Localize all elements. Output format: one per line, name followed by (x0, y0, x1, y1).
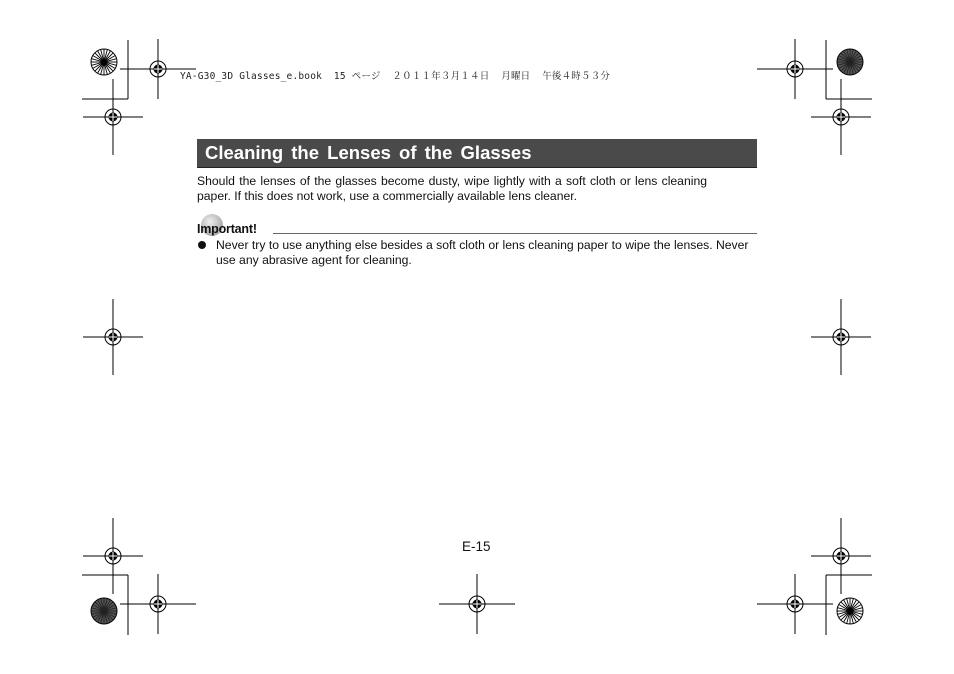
book-file-header: YA-G30_3D Glasses_e.book 15 ページ ２０１１年３月１４日 月曜日 午後４時５３分 (180, 71, 611, 82)
section-body: Should the lenses of the glasses become dusty, wipe lightly with a soft cloth or lens cleaning paper. If this does not work, use a commercially available lens cleaner. (197, 174, 707, 203)
registration-mark-icon (83, 79, 143, 155)
registration-mark-icon (811, 299, 871, 375)
important-label: Important! (197, 222, 257, 236)
section-title-bar (197, 139, 757, 168)
starburst-target-icon (91, 49, 117, 75)
registration-mark-icon (439, 574, 515, 634)
starburst-target-icon (837, 598, 863, 624)
list-item (197, 238, 757, 267)
important-header (197, 214, 757, 238)
starburst-target-icon (837, 49, 863, 75)
registration-mark-icon (811, 79, 871, 155)
registration-mark-icon (811, 518, 871, 594)
important-divider (273, 233, 757, 234)
registration-mark-icon (757, 574, 833, 634)
registration-mark-icon (83, 518, 143, 594)
starburst-target-icon (91, 598, 117, 624)
registration-mark-icon (757, 39, 833, 99)
bullet-icon (198, 241, 206, 249)
page-number: E-15 (462, 539, 491, 554)
section-title: Cleaning the Lenses of the Glasses (205, 142, 532, 163)
registration-mark-icon (120, 574, 196, 634)
list-item-text: Never try to use anything else besides a soft cloth or lens cleaning paper to wipe the lenses. Never use any abrasive agent for cleaning. (216, 238, 749, 267)
registration-mark-icon (83, 299, 143, 375)
